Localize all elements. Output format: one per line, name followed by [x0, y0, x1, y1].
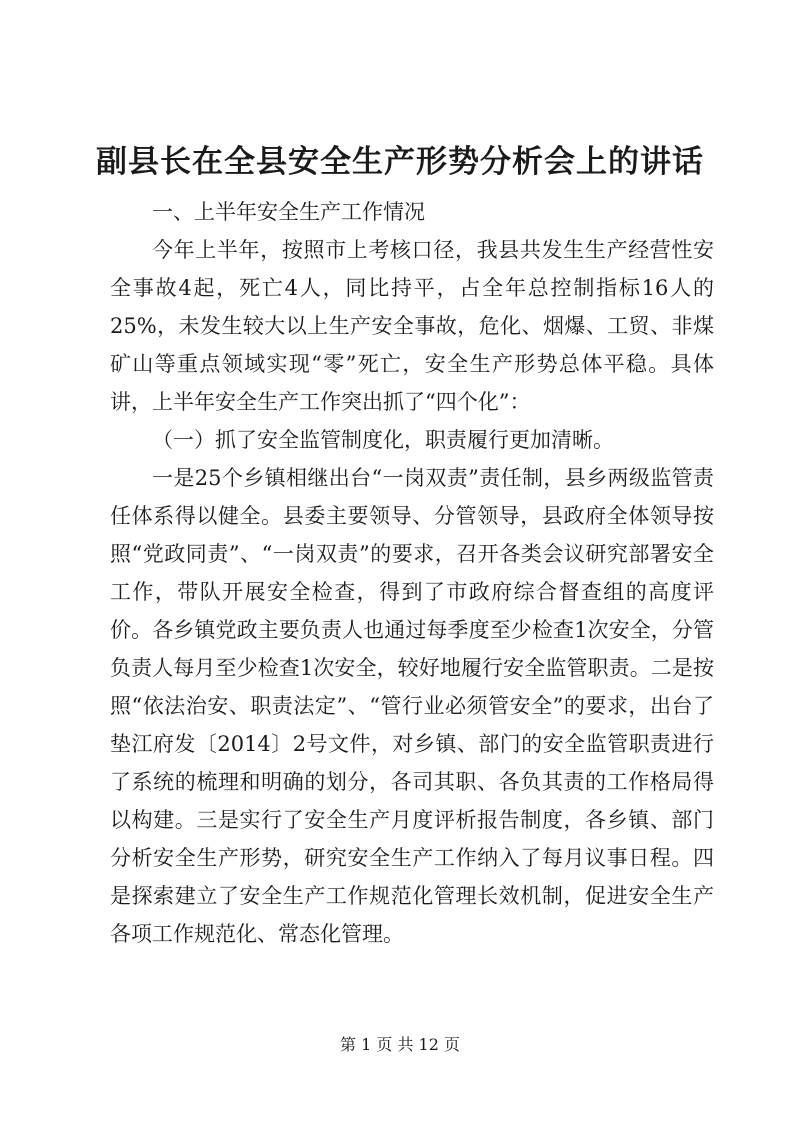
paragraph: 一是25个乡镇相继出台“一岗双责”责任制，县乡两级监管责任体系得以健全。县委主要领导、分管领导，县政府全体领导按照“党政同责”、“一岗双责”的要求，召开各类会议研究部署安全工作，带队开展安全检查，得到了市政府综合督查组的高度评价。各乡镇党政主要负责人也通过每季度至少检查1次安全，分管负责人每月至少检查1次安全，较好地履行安全监管职责。二是按照“依法治安、职责法定”、“管行业必须管安全”的要求，出台了垫江府发〔2014〕2号文件，对乡镇、部门的安全监管职责进行了系统的梳理和明确的划分，各司其职、各负其责的工作格局得以构建。三是实行了安全生产月度评析报告制度，各乡镇、部门分析安全生产形势，研究安全生产工作纳入了每月议事日程。四是探索建立了安全生产工作规范化管理长效机制，促进安全生产各项工作规范化、常态化管理。	[110, 466, 714, 946]
section-heading: 一、上半年安全生产工作情况	[152, 200, 425, 224]
document-body	[110, 193, 714, 953]
paragraph: 今年上半年，按照市上考核口径，我县共发生生产经营性安全事故4起，死亡4人，同比持平，占全年总控制指标16人的25%，未发生较大以上生产安全事故，危化、烟爆、工贸、非煤矿山等重点领域实现“零”死亡，安全生产形势总体平稳。具体讲，上半年安全生产工作突出抓了“四个化”：	[110, 238, 714, 414]
document-title: 副县长在全县安全生产形势分析会上的讲话	[96, 144, 704, 180]
page-footer: 第 1 页 共 12 页	[340, 1035, 460, 1054]
subsection-heading: （一）抓了安全监管制度化，职责履行更加清晰。	[152, 428, 614, 452]
